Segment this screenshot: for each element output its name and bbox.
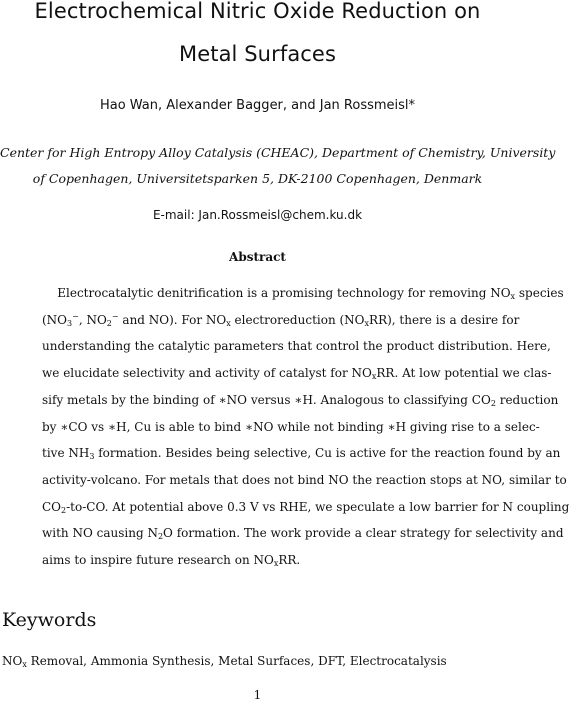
paper-title-line-1: Electrochemical Nitric Oxide Reduction on (34, 0, 481, 23)
paper-title-line-2: Metal Surfaces (179, 42, 336, 66)
abstract-line: with NO causing $N_2O$ formation. The work provide a clear strategy for selectivity and (42, 526, 564, 542)
page-number: 1 (253, 688, 262, 702)
abstract-heading: Abstract (229, 250, 286, 264)
abstract-line: activity-volcano. For metals that does not bind NO the reaction stops at NO, similar to (42, 472, 567, 487)
abstract-line: by ∗CO vs ∗H, Cu is able to bind ∗NO while not binding ∗H giving rise to a selec- (42, 419, 540, 434)
affiliation-line-1: Center for High Entropy Alloy Catalysis (CHEAC), Department of Chemistry, University (0, 145, 556, 160)
keywords-heading: Keywords (2, 609, 97, 631)
keywords-list: $NO_x$ Removal, Ammonia Synthesis, Metal Surfaces, DFT, Electrocatalysis (2, 654, 447, 669)
affiliation-line-2: of Copenhagen, Universitetsparken 5, DK-2100 Copenhagen, Denmark (32, 171, 483, 186)
contact-email: E-mail: Jan.Rossmeisl@chem.ku.dk (152, 208, 363, 222)
abstract-line: understanding the catalytic parameters that control the product distribution. Here, (42, 339, 551, 354)
author-list: Hao Wan, Alexander Bagger, and Jan Rossmeisl* (99, 98, 416, 113)
abstract-body (42, 280, 569, 574)
abstract-line: ($NO_3^-$, $NO_2^-$ and NO). For $NO_x$ electroreduction $(NO_xRR)$, there is a desire for (42, 311, 520, 328)
abstract-line: $CO_2-to-CO$. At potential above 0.3 V vs RHE, we speculate a low barrier for N coupling (42, 499, 569, 515)
abstract-line: tive $NH_3$ formation. Besides being selective, Cu is active for the reaction found by an (42, 446, 561, 462)
abstract-line: aims to inspire future research on $NO_xRR$. (42, 553, 301, 569)
abstract-line: Electrocatalytic denitrification is a promising technology for removing $NO_x$ species (42, 286, 564, 301)
abstract-line: we elucidate selectivity and activity of catalyst for $NO_xRR$. At low potential we clas- (42, 366, 552, 382)
abstract-line: sify metals by the binding of ∗NO versus ∗H. Analogous to classifying $CO_2$ reduction (42, 392, 559, 408)
